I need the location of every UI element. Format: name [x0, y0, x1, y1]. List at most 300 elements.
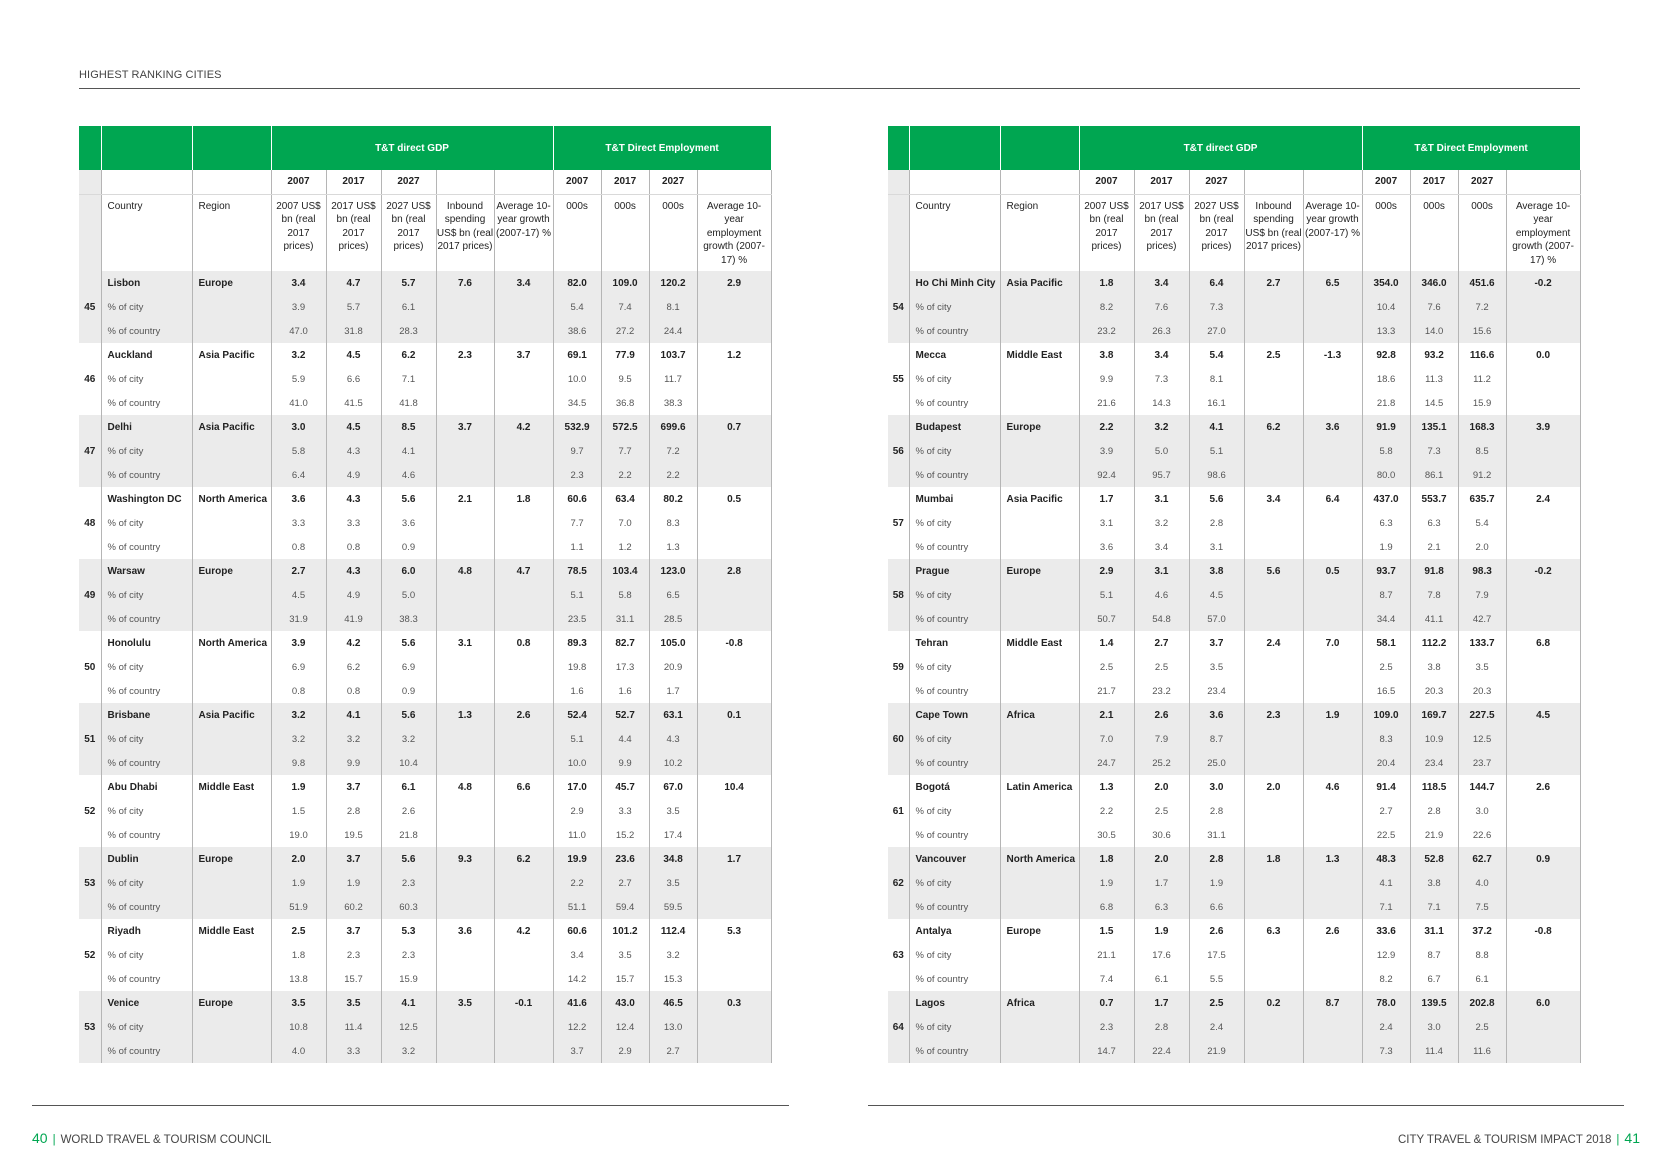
empty-cell: [1506, 583, 1580, 607]
share-value: 91.2: [1458, 463, 1506, 487]
share-value: 5.4: [553, 295, 601, 319]
employment-value: 63.1: [649, 703, 697, 727]
share-value: 8.8: [1458, 943, 1506, 967]
inbound-value: 1.8: [1244, 847, 1303, 871]
share-value: 1.7: [1134, 871, 1189, 895]
region-name: Africa: [1000, 991, 1079, 1015]
empty-cell: [697, 1015, 771, 1039]
share-row-label: % of country: [909, 463, 1000, 487]
share-value: 8.7: [1362, 583, 1410, 607]
region-name: Asia Pacific: [1000, 271, 1079, 295]
employment-value: 105.0: [649, 631, 697, 655]
region-name: Europe: [1000, 919, 1079, 943]
gdp-value: 1.4: [1079, 631, 1134, 655]
share-value: 10.4: [1362, 295, 1410, 319]
share-value: 7.3: [1189, 295, 1244, 319]
empty-cell: [1244, 751, 1303, 775]
gdp-value: 2.2: [1079, 415, 1134, 439]
share-value: 6.7: [1410, 967, 1458, 991]
empty-cell: [697, 1039, 771, 1063]
employment-growth-value: 0.1: [697, 703, 771, 727]
share-value: 2.7: [649, 1039, 697, 1063]
footer-report-title: CITY TRAVEL & TOURISM IMPACT 2018: [1397, 1134, 1612, 1146]
column-header-gdp-2017: 2017 US$ bn (real 2017 prices): [1134, 194, 1189, 271]
table-row: [79, 727, 771, 751]
empty-cell: [494, 1039, 553, 1063]
share-value: 3.8: [1410, 655, 1458, 679]
empty-cell: [192, 319, 271, 343]
gdp-growth-value: 2.6: [494, 703, 553, 727]
share-value: 9.8: [271, 751, 326, 775]
rank-number: 47: [79, 415, 101, 487]
share-value: 2.4: [1362, 1015, 1410, 1039]
empty-cell: [697, 751, 771, 775]
share-value: 3.7: [553, 1039, 601, 1063]
share-value: 7.0: [1079, 727, 1134, 751]
gdp-value: 5.3: [381, 919, 436, 943]
inbound-value: 0.2: [1244, 991, 1303, 1015]
inbound-value: 6.2: [1244, 415, 1303, 439]
gdp-value: 3.7: [326, 919, 381, 943]
share-value: 17.6: [1134, 943, 1189, 967]
gdp-growth-value: 6.4: [1303, 487, 1362, 511]
share-value: 17.4: [649, 823, 697, 847]
empty-cell: [1000, 583, 1079, 607]
share-value: 23.4: [1189, 679, 1244, 703]
empty-cell: [192, 751, 271, 775]
empty-cell: [1303, 511, 1362, 535]
table-row: [79, 439, 771, 463]
region-name: North America: [192, 631, 271, 655]
share-value: 27.0: [1189, 319, 1244, 343]
inbound-value: 2.3: [436, 343, 494, 367]
column-header-emp-2027: 000s: [649, 194, 697, 271]
empty-cell: [436, 463, 494, 487]
empty-cell: [192, 871, 271, 895]
share-value: 2.1: [1410, 535, 1458, 559]
gdp-value: 3.5: [326, 991, 381, 1015]
employment-value: 58.1: [1362, 631, 1410, 655]
empty-cell: [1244, 1039, 1303, 1063]
share-value: 86.1: [1410, 463, 1458, 487]
share-row-label: % of country: [101, 391, 192, 415]
employment-value: 31.1: [1410, 919, 1458, 943]
share-value: 24.7: [1079, 751, 1134, 775]
empty-cell: [1506, 871, 1580, 895]
gdp-group-header: T&T direct GDP: [271, 126, 553, 170]
empty-cell: [1506, 607, 1580, 631]
share-value: 41.9: [326, 607, 381, 631]
employment-value: 60.6: [553, 487, 601, 511]
gdp-growth-value: 1.9: [1303, 703, 1362, 727]
employment-growth-value: -0.2: [1506, 559, 1580, 583]
share-value: 1.6: [601, 679, 649, 703]
region-name: Middle East: [1000, 631, 1079, 655]
table-row: [888, 919, 1580, 943]
share-value: 6.8: [1079, 895, 1134, 919]
share-value: 10.8: [271, 1015, 326, 1039]
gdp-growth-value: 6.5: [1303, 271, 1362, 295]
share-row-label: % of city: [909, 871, 1000, 895]
share-value: 31.9: [271, 607, 326, 631]
empty-cell: [697, 895, 771, 919]
empty-cell: [1000, 511, 1079, 535]
share-value: 6.1: [1458, 967, 1506, 991]
empty-cell: [1244, 823, 1303, 847]
share-value: 41.1: [1410, 607, 1458, 631]
table-row: [888, 799, 1580, 823]
employment-value: 91.9: [1362, 415, 1410, 439]
city-name: Tehran: [909, 631, 1000, 655]
empty-cell: [1506, 511, 1580, 535]
table-row: [888, 1039, 1580, 1063]
share-value: 3.3: [326, 511, 381, 535]
share-value: 1.9: [1189, 871, 1244, 895]
share-row-label: % of city: [909, 799, 1000, 823]
column-header-emp-growth: Average 10-year employment growth (2007-17) %: [1506, 194, 1580, 271]
gdp-value: 2.9: [1079, 559, 1134, 583]
rank-number: 62: [888, 847, 909, 919]
empty-cell: [1000, 655, 1079, 679]
share-value: 21.9: [1410, 823, 1458, 847]
share-value: 24.4: [649, 319, 697, 343]
region-name: Latin America: [1000, 775, 1079, 799]
gdp-growth-value: 3.7: [494, 343, 553, 367]
table-row: [888, 727, 1580, 751]
table-row: [79, 1039, 771, 1063]
year-header: 2027: [1189, 170, 1244, 194]
share-value: 6.3: [1410, 511, 1458, 535]
city-name: Lagos: [909, 991, 1000, 1015]
share-value: 3.4: [553, 943, 601, 967]
empty-cell: [1506, 727, 1580, 751]
footer-right: [1398, 1130, 1640, 1146]
share-row-label: % of country: [101, 823, 192, 847]
rank-number: 52: [79, 775, 101, 847]
blank-header-cell: [79, 126, 101, 170]
share-value: 1.9: [326, 871, 381, 895]
empty-cell: [1000, 439, 1079, 463]
gdp-value: 2.6: [1134, 703, 1189, 727]
gdp-value: 6.4: [1189, 271, 1244, 295]
share-value: 5.9: [271, 367, 326, 391]
rank-number: 60: [888, 703, 909, 775]
gdp-value: 3.4: [1134, 343, 1189, 367]
share-value: 1.9: [1079, 871, 1134, 895]
column-header-emp-2017: 000s: [601, 194, 649, 271]
share-value: 1.6: [553, 679, 601, 703]
inbound-value: 2.5: [1244, 343, 1303, 367]
gdp-value: 3.0: [1189, 775, 1244, 799]
empty-cell: [1244, 583, 1303, 607]
employment-value: 139.5: [1410, 991, 1458, 1015]
share-value: 7.1: [1362, 895, 1410, 919]
employment-value: 169.7: [1410, 703, 1458, 727]
share-value: 7.9: [1458, 583, 1506, 607]
gdp-growth-value: 4.2: [494, 919, 553, 943]
empty-cell: [697, 679, 771, 703]
country-header: Country: [909, 194, 1000, 271]
share-value: 3.5: [601, 943, 649, 967]
share-value: 5.5: [1189, 967, 1244, 991]
empty-cell: [697, 463, 771, 487]
employment-value: 109.0: [1362, 703, 1410, 727]
empty-cell: [1506, 295, 1580, 319]
gdp-value: 4.7: [326, 271, 381, 295]
table-row: [79, 775, 771, 799]
share-value: 2.5: [1079, 655, 1134, 679]
share-value: 30.5: [1079, 823, 1134, 847]
inbound-value: 2.3: [1244, 703, 1303, 727]
empty-cell: [494, 1015, 553, 1039]
share-row-label: % of country: [101, 1039, 192, 1063]
employment-value: 41.6: [553, 991, 601, 1015]
empty-cell: [436, 655, 494, 679]
empty-cell: [1506, 463, 1580, 487]
employment-value: 60.6: [553, 919, 601, 943]
gdp-growth-value: 8.7: [1303, 991, 1362, 1015]
employment-value: 78.0: [1362, 991, 1410, 1015]
empty-cell: [494, 391, 553, 415]
share-value: 10.0: [553, 751, 601, 775]
share-value: 12.9: [1362, 943, 1410, 967]
employment-value: 52.8: [1410, 847, 1458, 871]
empty-cell: [1506, 751, 1580, 775]
share-value: 14.2: [553, 967, 601, 991]
city-name: Ho Chi Minh City: [909, 271, 1000, 295]
share-value: 31.1: [1189, 823, 1244, 847]
share-value: 3.1: [1189, 535, 1244, 559]
employment-value: 144.7: [1458, 775, 1506, 799]
share-value: 5.0: [1134, 439, 1189, 463]
table-row: [79, 871, 771, 895]
year-header: 2007: [1362, 170, 1410, 194]
share-value: 18.6: [1362, 367, 1410, 391]
gdp-growth-value: 4.2: [494, 415, 553, 439]
share-value: 5.8: [1362, 439, 1410, 463]
share-value: 4.1: [381, 439, 436, 463]
share-value: 20.9: [649, 655, 697, 679]
empty-cell: [192, 463, 271, 487]
city-name: Mumbai: [909, 487, 1000, 511]
city-name: Vancouver: [909, 847, 1000, 871]
share-value: 12.2: [553, 1015, 601, 1039]
gdp-value: 3.8: [1079, 343, 1134, 367]
share-value: 6.3: [1362, 511, 1410, 535]
share-row-label: % of city: [101, 511, 192, 535]
employment-value: 572.5: [601, 415, 649, 439]
blank-header-cell: [909, 170, 1000, 194]
year-header: 2017: [1134, 170, 1189, 194]
group-header-row: [79, 126, 771, 170]
gdp-value: 3.7: [1189, 631, 1244, 655]
share-value: 2.8: [1134, 1015, 1189, 1039]
footer-left: [32, 1130, 271, 1146]
gdp-value: 3.6: [1189, 703, 1244, 727]
empty-cell: [1000, 295, 1079, 319]
footer-separator-left: |: [52, 1134, 56, 1146]
gdp-value: 4.5: [326, 415, 381, 439]
empty-cell: [1506, 439, 1580, 463]
table-row: [79, 391, 771, 415]
gdp-value: 3.2: [271, 343, 326, 367]
blank-header-cell: [1000, 170, 1079, 194]
share-value: 4.6: [1134, 583, 1189, 607]
empty-cell: [1000, 535, 1079, 559]
share-value: 12.4: [601, 1015, 649, 1039]
table-row: [79, 487, 771, 511]
gdp-value: 4.1: [381, 991, 436, 1015]
share-value: 5.7: [326, 295, 381, 319]
empty-cell: [1303, 655, 1362, 679]
share-value: 36.8: [601, 391, 649, 415]
empty-cell: [1303, 367, 1362, 391]
share-row-label: % of city: [909, 583, 1000, 607]
column-header-row: [888, 194, 1580, 271]
share-value: 7.7: [553, 511, 601, 535]
gdp-value: 3.2: [271, 703, 326, 727]
share-value: 1.9: [1362, 535, 1410, 559]
share-value: 2.2: [1079, 799, 1134, 823]
table-row: [79, 463, 771, 487]
share-value: 5.0: [381, 583, 436, 607]
year-header: 2017: [601, 170, 649, 194]
share-value: 21.7: [1079, 679, 1134, 703]
page-number-left: 40: [32, 1130, 48, 1146]
empty-cell: [1303, 679, 1362, 703]
employment-value: 91.4: [1362, 775, 1410, 799]
share-value: 19.8: [553, 655, 601, 679]
share-value: 8.1: [649, 295, 697, 319]
region-header: Region: [192, 194, 271, 271]
share-value: 8.1: [1189, 367, 1244, 391]
share-value: 12.5: [1458, 727, 1506, 751]
year-header: 2007: [271, 170, 326, 194]
blank-header-cell: [1303, 170, 1362, 194]
inbound-value: 3.7: [436, 415, 494, 439]
share-value: 51.1: [553, 895, 601, 919]
blank-header-cell: [79, 170, 101, 194]
employment-growth-value: 1.7: [697, 847, 771, 871]
share-value: 3.2: [326, 727, 381, 751]
share-value: 1.1: [553, 535, 601, 559]
table-row: [888, 391, 1580, 415]
share-value: 8.2: [1362, 967, 1410, 991]
share-row-label: % of country: [909, 967, 1000, 991]
header-rule: [79, 88, 1580, 89]
empty-cell: [436, 1015, 494, 1039]
share-value: 26.3: [1134, 319, 1189, 343]
gdp-growth-value: 1.3: [1303, 847, 1362, 871]
city-name: Warsaw: [101, 559, 192, 583]
gdp-growth-value: 4.7: [494, 559, 553, 583]
employment-value: 48.3: [1362, 847, 1410, 871]
share-value: 7.6: [1410, 295, 1458, 319]
inbound-value: 3.4: [1244, 487, 1303, 511]
table-row: [79, 559, 771, 583]
share-value: 47.0: [271, 319, 326, 343]
rankings-table-left: [79, 126, 772, 1063]
share-row-label: % of city: [909, 295, 1000, 319]
blank-header-cell: [1244, 170, 1303, 194]
empty-cell: [192, 1015, 271, 1039]
share-value: 2.2: [553, 871, 601, 895]
inbound-value: 3.5: [436, 991, 494, 1015]
footer-rule-left: [32, 1105, 789, 1106]
empty-cell: [494, 655, 553, 679]
blank-header-cell: [909, 126, 1000, 170]
empty-cell: [697, 727, 771, 751]
employment-value: 89.3: [553, 631, 601, 655]
year-header: 2017: [1410, 170, 1458, 194]
rank-number: 56: [888, 415, 909, 487]
gdp-value: 5.7: [381, 271, 436, 295]
gdp-value: 3.9: [271, 631, 326, 655]
gdp-group-header: T&T direct GDP: [1079, 126, 1362, 170]
table-row: [888, 631, 1580, 655]
share-value: 20.3: [1458, 679, 1506, 703]
table-row: [888, 535, 1580, 559]
employment-value: 202.8: [1458, 991, 1506, 1015]
region-name: Europe: [192, 559, 271, 583]
share-value: 23.2: [1079, 319, 1134, 343]
employment-value: 37.2: [1458, 919, 1506, 943]
blank-header-cell: [436, 170, 494, 194]
gdp-value: 5.4: [1189, 343, 1244, 367]
share-value: 3.2: [1134, 511, 1189, 535]
empty-cell: [436, 895, 494, 919]
empty-cell: [192, 655, 271, 679]
empty-cell: [192, 535, 271, 559]
gdp-growth-value: -0.1: [494, 991, 553, 1015]
share-value: 15.7: [601, 967, 649, 991]
share-value: 25.0: [1189, 751, 1244, 775]
empty-cell: [1506, 367, 1580, 391]
rank-number: 48: [79, 487, 101, 559]
empty-cell: [1244, 655, 1303, 679]
empty-cell: [436, 679, 494, 703]
employment-value: 67.0: [649, 775, 697, 799]
share-value: 1.3: [649, 535, 697, 559]
employment-growth-value: 3.9: [1506, 415, 1580, 439]
share-value: 0.9: [381, 679, 436, 703]
empty-cell: [1506, 1015, 1580, 1039]
rank-number: 58: [888, 559, 909, 631]
empty-cell: [1244, 367, 1303, 391]
empty-cell: [494, 607, 553, 631]
share-value: 31.1: [601, 607, 649, 631]
share-value: 3.5: [1189, 655, 1244, 679]
empty-cell: [1303, 895, 1362, 919]
share-row-label: % of city: [101, 439, 192, 463]
employment-value: 63.4: [601, 487, 649, 511]
share-row-label: % of country: [101, 895, 192, 919]
table-row: [888, 1015, 1580, 1039]
employment-value: 77.9: [601, 343, 649, 367]
table-row: [79, 319, 771, 343]
gdp-value: 1.8: [1079, 271, 1134, 295]
employment-group-header: T&T Direct Employment: [553, 126, 771, 170]
share-value: 2.8: [1410, 799, 1458, 823]
empty-cell: [697, 823, 771, 847]
share-value: 54.8: [1134, 607, 1189, 631]
share-value: 41.8: [381, 391, 436, 415]
share-value: 1.2: [601, 535, 649, 559]
share-row-label: % of city: [101, 655, 192, 679]
rank-number: 53: [79, 847, 101, 919]
share-value: 14.0: [1410, 319, 1458, 343]
column-header-gdp-growth: Average 10-year growth (2007-17) %: [1303, 194, 1362, 271]
